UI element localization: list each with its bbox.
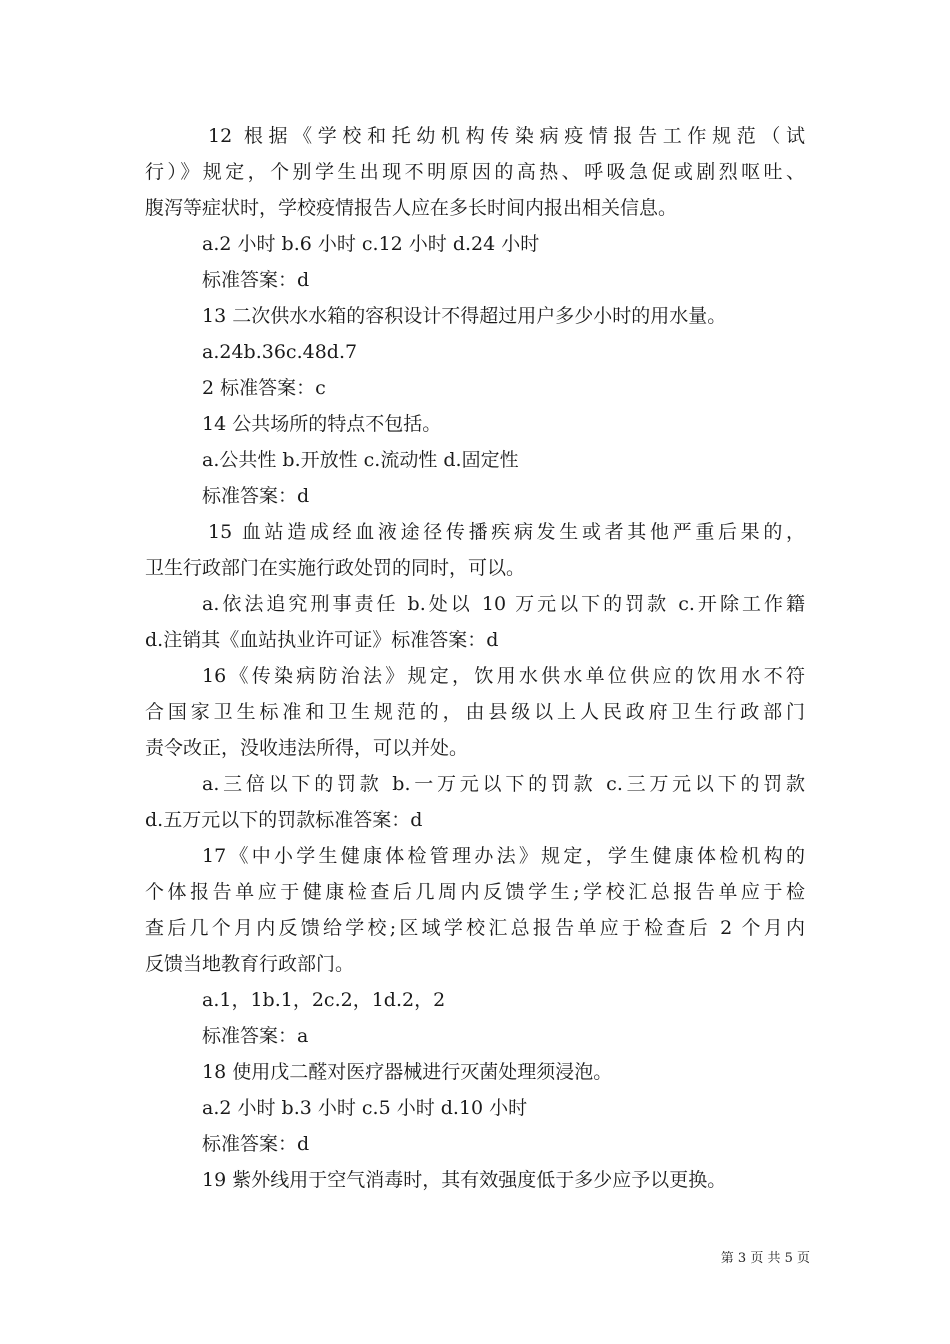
- question-14-line-1: 14 公共场所的特点不包括。: [202, 413, 442, 435]
- question-14-answer: 标准答案：d: [202, 485, 310, 507]
- question-13-answer: 2 标准答案：c: [202, 377, 326, 399]
- question-15-options-answer: d.注销其《血站执业许可证》标准答案：d: [145, 629, 499, 651]
- question-18-options: a.2 小时 b.3 小时 c.5 小时 d.10 小时: [202, 1097, 528, 1119]
- question-17-options: a.1，1b.1，2c.2，1d.2，2: [202, 989, 446, 1011]
- question-16-line-3: 责令改正，没收违法所得，可以并处。: [145, 737, 469, 759]
- question-15-line-1: 15 血站造成经血液途径传播疾病发生或者其他严重后果的，: [208, 521, 805, 543]
- document-body: [145, 118, 805, 1198]
- question-18-answer: 标准答案：d: [202, 1133, 310, 1155]
- question-17-line-4: 反馈当地教育行政部门。: [145, 953, 355, 975]
- question-18-line-1: 18 使用戊二醛对医疗器械进行灭菌处理须浸泡。: [202, 1061, 613, 1083]
- question-12-line-3: 腹泻等症状时，学校疫情报告人应在多长时间内报出相关信息。: [145, 197, 678, 219]
- question-17-line-1: 17《中小学生健康体检管理办法》规定，学生健康体检机构的: [202, 845, 805, 867]
- question-12-line-2: 行）》规定，个别学生出现不明原因的高热、呼吸急促或剧烈呕吐、: [145, 161, 805, 183]
- question-19-line-1: 19 紫外线用于空气消毒时，其有效强度低于多少应予以更换。: [202, 1169, 727, 1191]
- question-12-answer: 标准答案：d: [202, 269, 310, 291]
- question-16-line-1: 16《传染病防治法》规定，饮用水供水单位供应的饮用水不符: [202, 665, 805, 687]
- question-12-options: a.2 小时 b.6 小时 c.12 小时 d.24 小时: [202, 233, 540, 255]
- page-number-footer: 第 3 页 共 5 页: [720, 1251, 810, 1266]
- question-17-line-2: 个体报告单应于健康检查后几周内反馈学生;学校汇总报告单应于检: [145, 881, 805, 903]
- question-16-line-2: 合国家卫生标准和卫生规范的，由县级以上人民政府卫生行政部门: [145, 701, 805, 723]
- question-12-line-1: 12 根据《学校和托幼机构传染病疫情报告工作规范（试: [208, 125, 805, 147]
- question-13-options: a.24b.36c.48d.7: [202, 341, 358, 363]
- question-13-line-1: 13 二次供水水箱的容积设计不得超过用户多少小时的用水量。: [202, 305, 727, 327]
- question-15-line-2: 卫生行政部门在实施行政处罚的同时，可以。: [145, 557, 526, 579]
- question-15-options: a.依法追究刑事责任 b.处以 10 万元以下的罚款 c.开除工作籍: [202, 593, 805, 615]
- question-14-options: a.公共性 b.开放性 c.流动性 d.固定性: [202, 449, 519, 471]
- question-17-line-3: 查后几个月内反馈给学校;区域学校汇总报告单应于检查后 2 个月内: [145, 917, 805, 939]
- question-17-answer: 标准答案：a: [202, 1025, 309, 1047]
- question-16-options-answer: d.五万元以下的罚款标准答案：d: [145, 809, 423, 831]
- question-16-options: a.三倍以下的罚款 b.一万元以下的罚款 c.三万元以下的罚款: [202, 773, 805, 795]
